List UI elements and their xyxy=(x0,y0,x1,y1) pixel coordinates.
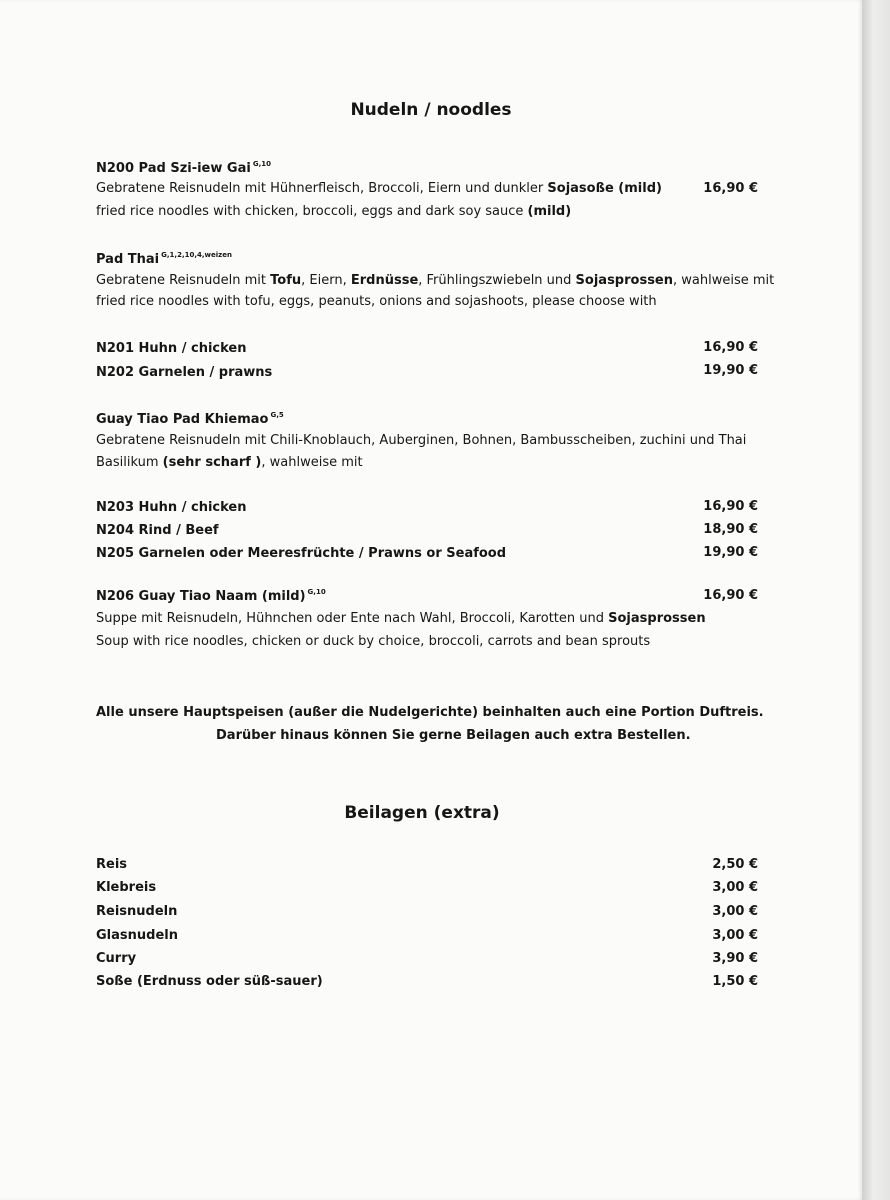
dish-padthai-desc-en: fried rice noodles with tofu, eggs, peanuts, onions and sojashoots, please choose with xyxy=(96,294,657,309)
noodles-title: Nudeln / noodles xyxy=(350,100,512,120)
dish-n206-name xyxy=(96,588,326,604)
dish-khiemao-name xyxy=(96,411,284,427)
side-price: 3,00 € xyxy=(712,880,758,895)
desc-part: , Eiern, xyxy=(301,273,351,288)
side-name: Soße (Erdnuss oder süß-sauer) xyxy=(96,974,323,989)
option-n202-name: N202 Garnelen / prawns xyxy=(96,365,273,380)
option-n203-name: N203 Huhn / chicken xyxy=(96,500,247,515)
side-price: 2,50 € xyxy=(712,857,758,872)
dish-n200-desc-de-text: Gebratene Reisnudeln mit Hühnerfleisch, Broccoli, Eiern und dunkler xyxy=(96,181,548,196)
sides-title: Beilagen (extra) xyxy=(344,803,500,823)
desc-part: , Frühlingszwiebeln und xyxy=(418,273,576,288)
dish-khiemao-name-text: Guay Tiao Pad Khiemao xyxy=(96,412,269,427)
dish-n206-desc-en: Soup with rice noodles, chicken or duck by choice, broccoli, carrots and bean sprouts xyxy=(96,634,651,649)
desc-part: , wahlweise mit xyxy=(261,455,363,470)
dish-n200-desc-de xyxy=(96,181,662,196)
option-n202-price: 19,90 € xyxy=(703,363,758,378)
dish-padthai-allergens: G,1,2,10,4,weizen xyxy=(161,251,232,259)
side-price: 3,90 € xyxy=(712,951,758,966)
dish-n206-allergens: G,10 xyxy=(307,588,326,596)
dish-n200-desc-en-bold: (mild) xyxy=(527,204,572,219)
side-price: 3,00 € xyxy=(712,928,758,943)
desc-bold-part: Sojasprossen xyxy=(575,273,674,288)
desc-part: Suppe mit Reisnudeln, Hühnchen oder Ente nach Wahl, Broccoli, Karotten und xyxy=(96,611,609,626)
side-name: Klebreis xyxy=(96,880,157,895)
dish-n200-allergens: G,10 xyxy=(252,160,271,168)
desc-part: Gebratene Reisnudeln mit xyxy=(96,273,271,288)
desc-bold-part: Erdnüsse xyxy=(350,273,419,288)
option-n204-name: N204 Rind / Beef xyxy=(96,523,219,538)
side-name: Curry xyxy=(96,951,137,966)
dish-n206-price: 16,90 € xyxy=(703,588,758,603)
option-n201-name: N201 Huhn / chicken xyxy=(96,341,247,356)
side-price: 3,00 € xyxy=(712,904,758,919)
option-n205-price: 19,90 € xyxy=(703,545,758,560)
option-n204-price: 18,90 € xyxy=(703,522,758,537)
rice-note-line2: Darüber hinaus können Sie gerne Beilagen auch extra Bestellen. xyxy=(216,728,691,743)
dish-n206-name-text: N206 Guay Tiao Naam (mild) xyxy=(96,589,306,604)
dish-n200-desc-de-bold: Sojasoße (mild) xyxy=(547,181,662,196)
side-name: Reisnudeln xyxy=(96,904,178,919)
option-n203-price: 16,90 € xyxy=(703,499,758,514)
dish-n200-desc-en xyxy=(96,204,571,219)
dish-khiemao-desc-de-2 xyxy=(96,455,363,470)
dish-n200-price: 16,90 € xyxy=(703,181,758,196)
desc-bold-part: Sojasprossen xyxy=(608,611,706,626)
side-name: Glasnudeln xyxy=(96,928,178,943)
dish-n206-desc-de xyxy=(96,611,706,626)
rice-note-line1: Alle unsere Hauptspeisen (außer die Nudelgerichte) beinhalten auch eine Portion Duftreis. xyxy=(96,705,764,720)
paper-edge xyxy=(862,0,890,1200)
option-n201-price: 16,90 € xyxy=(703,340,758,355)
side-price: 1,50 € xyxy=(712,974,758,989)
desc-bold-part: Tofu xyxy=(270,273,302,288)
dish-padthai-name-text: Pad Thai xyxy=(96,252,160,267)
dish-khiemao-allergens: G,5 xyxy=(270,411,284,419)
dish-n200-name-text: N200 Pad Szi-iew Gai xyxy=(96,161,251,176)
dish-khiemao-desc-de-1: Gebratene Reisnudeln mit Chili-Knoblauch, Auberginen, Bohnen, Bambusscheiben, zuchini und Thai xyxy=(96,433,747,448)
desc-part: Basilikum xyxy=(96,455,163,470)
option-n205-name: N205 Garnelen oder Meeresfrüchte / Prawns or Seafood xyxy=(96,546,507,561)
desc-bold-part: (sehr scharf ) xyxy=(162,455,262,470)
desc-part: , wahlweise mit xyxy=(673,273,775,288)
dish-n200-desc-en-text: fried rice noodles with chicken, broccoli, eggs and dark soy sauce xyxy=(96,204,528,219)
dish-n200-name xyxy=(96,160,271,176)
dish-padthai-desc-de xyxy=(96,273,774,288)
side-name: Reis xyxy=(96,857,128,872)
dish-padthai-name xyxy=(96,251,232,267)
